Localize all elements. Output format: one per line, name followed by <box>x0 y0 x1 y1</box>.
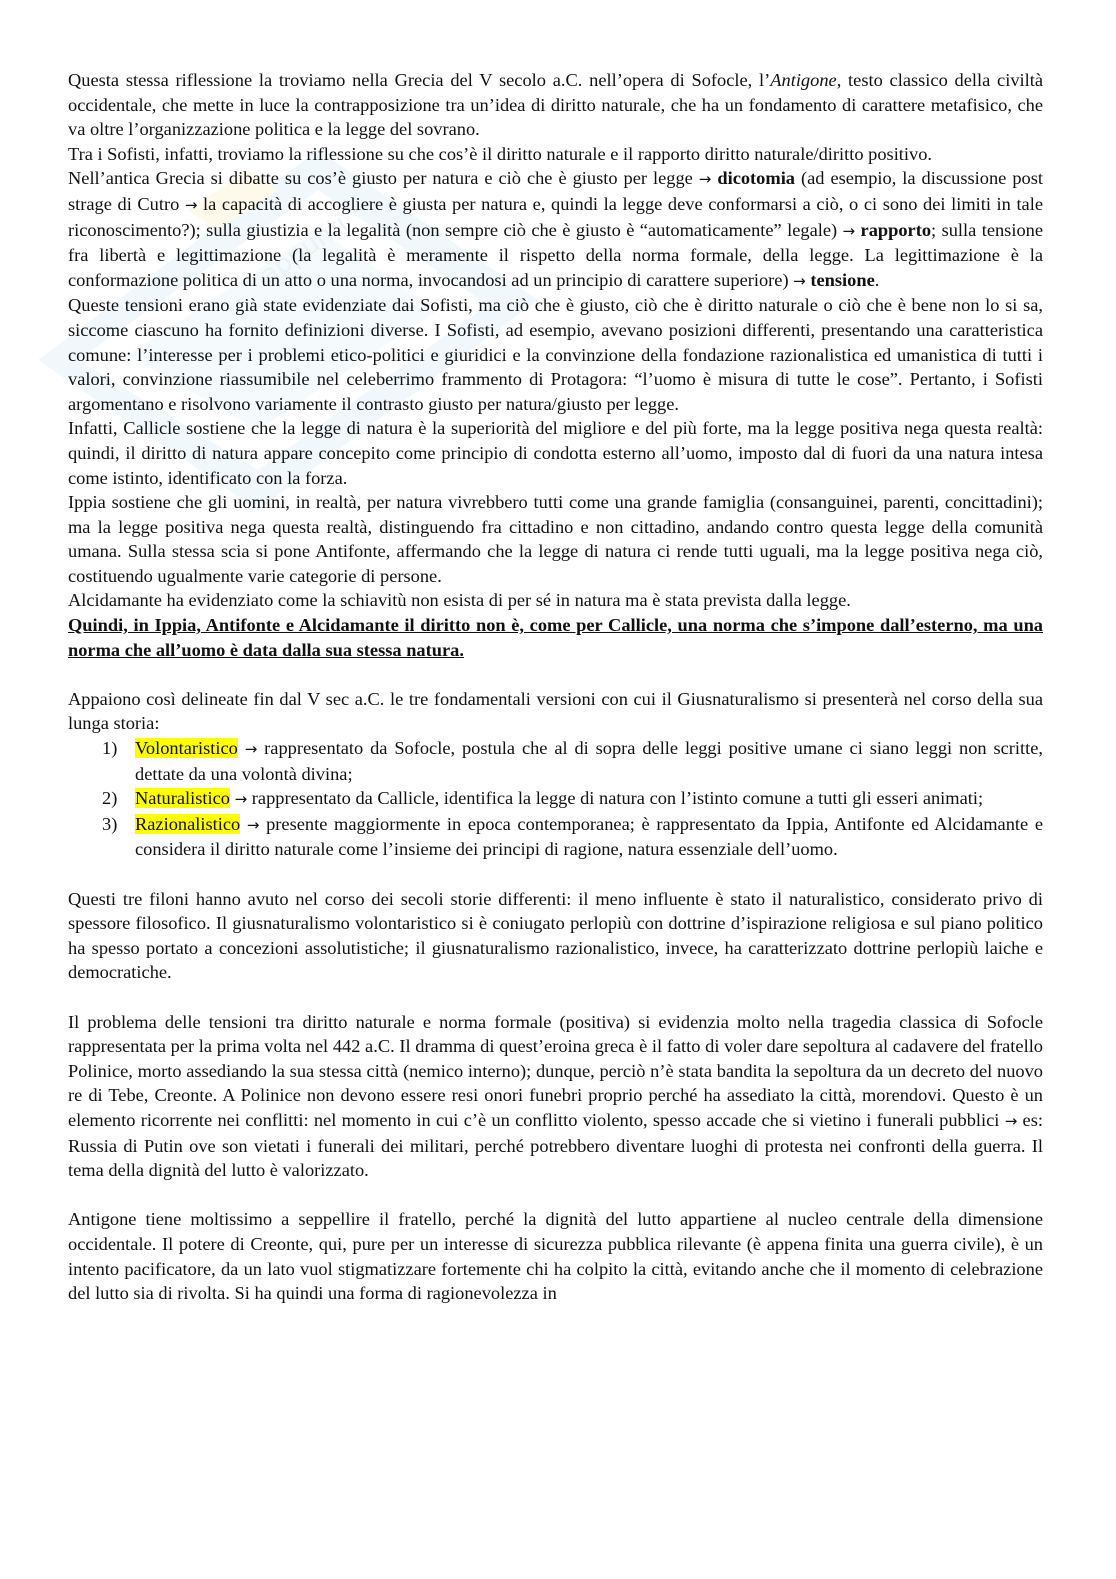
paragraph-3: Nell’antica Grecia si dibatte su cos’è giusto per natura e ciò che è giusto per legge → dicotomia (ad esempio, la discussione post strage di Cutro → la capacità di accogliere è giusta per natura e, quindi la legge deve conformarsi a ciò, o ci sono dei limiti in tale riconoscimento?); sulla giustizia e la legalità (non sempre ciò che è giusto è “automaticamente” legale) → rapporto; sulla tensione fra libertà e legittimazione (la legalità è meramente il rispetto della norma formale, della legge. La legittimazione è la conformazione politica di un atto o una norma, invocandosi ad un principio di carattere superiore) → tensione. <box>68 168 1043 290</box>
list-item: 3) Razionalistico → presente maggiormente in epoca contemporanea; è rappresentato da Ippia, Antifonte ed Alcidamante e considera il diritto naturale come l’insieme dei principi di ragione, natura essenziale dell’uomo. <box>102 813 1043 860</box>
paragraph-5: Infatti, Callicle sostiene che la legge di natura è la superiorità del migliore e del più forte, ma la legge positiva nega questa realtà: quindi, il diritto di natura appare concepito come principio di condotta esterno all’uomo, imposto dal di fuori da una natura intesa come istinto, identificato con la forza. <box>68 418 1043 488</box>
list-item: 1) Volontaristico → rappresentato da Sofocle, postula che al di sopra delle leggi positive umane ci siano leggi non scritte, dettate da una volontà divina; <box>102 738 1043 784</box>
paragraph-1: Questa stessa riflessione la troviamo nella Grecia del V secolo a.C. nell’opera di Sofocle, l’Antigone, testo classico della civiltà occidentale, che mette in luce la contrapposizione tra un’idea di diritto naturale, che ha un fondamento di carattere metafisico, che va oltre l’organizzazione politica e la legge del sovrano. <box>68 70 1044 140</box>
arrow-icon: → <box>244 740 258 759</box>
paragraph-9: Appaiono così delineate fin dal V sec a.C. le tre fondamentali versioni con cui il Giusnaturalismo si presenterà nel corso della sua lunga storia: <box>68 688 1043 734</box>
highlighted-term: Naturalistico <box>135 788 230 809</box>
arrow-icon: → <box>698 170 712 189</box>
bold-term: rapporto <box>860 219 932 240</box>
bold-term: tensione <box>810 269 875 290</box>
bold-term: dicotomia <box>717 168 795 189</box>
highlighted-term: Volontaristico <box>135 738 238 759</box>
paragraph-2: Tra i Sofisti, infatti, troviamo la riflessione su che cos’è il diritto naturale e il rapporto diritto naturale/diritto positivo. <box>68 143 933 164</box>
arrow-icon: → <box>842 221 856 240</box>
paragraph-12: Antigone tiene moltissimo a seppellire il fratello, perché la dignità del lutto appartiene al nucleo centrale della dimensione occidentale. Il potere di Creonte, qui, pure per un interesse di sicurezza pubblica rilevante (è appena finita una guerra civile), è un intento pacificatore, da un lato vuol stigmatizzare fortemente chi ha colpito la città, evitando anche che il momento di celebrazione del lutto sia di rivolta. Si ha quindi una forma di ragionevolezza in <box>68 1209 1043 1304</box>
watermark-text: appunti <box>254 209 354 291</box>
arrow-icon: → <box>793 271 806 290</box>
spacer <box>68 1183 1043 1208</box>
arrow-icon: → <box>234 790 248 809</box>
spacer <box>68 985 1043 1010</box>
paragraph-10: Questi tre filoni hanno avuto nel corso dei secoli storie differenti: il meno influente è stato il naturalistico, considerato privo di spessore filosofico. Il giusnaturalismo volontaristico si è coniugato perlopiù con dottrine d’ispirazione religiosa e sul piano politico ha spesso portato a concezioni assolutistiche; il giusnaturalismo razionalistico, invece, ha caratterizzato dottrine perlopiù laiche e democratiche. <box>68 888 1043 983</box>
arrow-icon: → <box>246 815 260 834</box>
paragraph-4: Queste tensioni erano già state evidenziate dai Sofisti, ma ciò che è giusto, ciò che è diritto naturale o ciò che è bene non lo si sa, siccome ciascuno ha fornito definizioni diverse. I Sofisti, ad esempio, avevano posizioni differenti, presentando una caratteristica comune: l’interesse per i problemi etico-politici e giuridici e la convinzione della fondazione razionalistica ed umanistica di tutti i valori, convinzione riassumibile nel celeberrimo frammento di Protagora: “l’uomo è misura di tutte le cose”. Pertanto, i Sofisti argomentano e risolvono variamente il contrasto giusto per natura/giusto per legge. <box>68 295 1043 414</box>
paragraph-8-conclusion: Quindi, in Ippia, Antifonte e Alcidamante il diritto non è, come per Callicle, una norma che s’impone dall’esterno, ma una norma che all’uomo è data dalla sua stessa natura. <box>68 615 1043 660</box>
paragraph-7: Alcidamante ha evidenziato come la schiavitù non esista di per sé in natura ma è stata prevista dalla legge. <box>68 590 851 611</box>
highlighted-term: Razionalistico <box>135 813 241 834</box>
arrow-icon: → <box>1004 1111 1018 1130</box>
paragraph-6: Ippia sostiene che gli uomini, in realtà, per natura vivrebbero tutti come una grande famiglia (consanguinei, parenti, concittadini); ma la legge positiva nega questa realtà, distinguendo fra cittadino e non cittadino, andando contro questa legge della comunità umana. Sulla stessa scia si pone Antifonte, affermando che la legge di natura ci rende tutti uguali, ma la legge positiva nega ciò, costituendo ugualmente varie categorie di persone. <box>68 492 1043 586</box>
spacer <box>68 862 1043 887</box>
versions-list <box>68 736 1043 862</box>
list-item: 2) Naturalistico → rappresentato da Callicle, identifica la legge di natura con l’istinto comune a tutti gli esseri animati; <box>102 788 984 809</box>
paragraph-11: Il problema delle tensioni tra diritto naturale e norma formale (positiva) si evidenzia molto nella tragedia classica di Sofocle rappresentata per la prima volta nel 442 a.C. Il dramma di quest’eroina greca è il fatto di voler dare sepoltura al cadavere del fratello Polinice, morto assediando la sua stessa città (nemico interno); dunque, perciò n’è stata bandita la sepoltura da un decreto del nuovo re di Tebe, Creonte. A Polinice non devono essere resi onori funebri proprio perché ha assediato la città, morendovi. Questo è un elemento ricorrente nei conflitti: nel momento in cui c’è un conflitto violento, spesso accade che si vietino i funerali pubblici → es: Russia di Putin ove son vietati i funerali dei militari, perché potrebbero diventare luoghi di protesta nei confronti della guerra. Il tema della dignità del lutto è valorizzato. <box>68 1011 1043 1181</box>
arrow-icon: → <box>184 195 198 214</box>
document-body <box>68 68 1043 1306</box>
spacer <box>68 662 1043 687</box>
italic-title: Antigone <box>770 70 837 90</box>
